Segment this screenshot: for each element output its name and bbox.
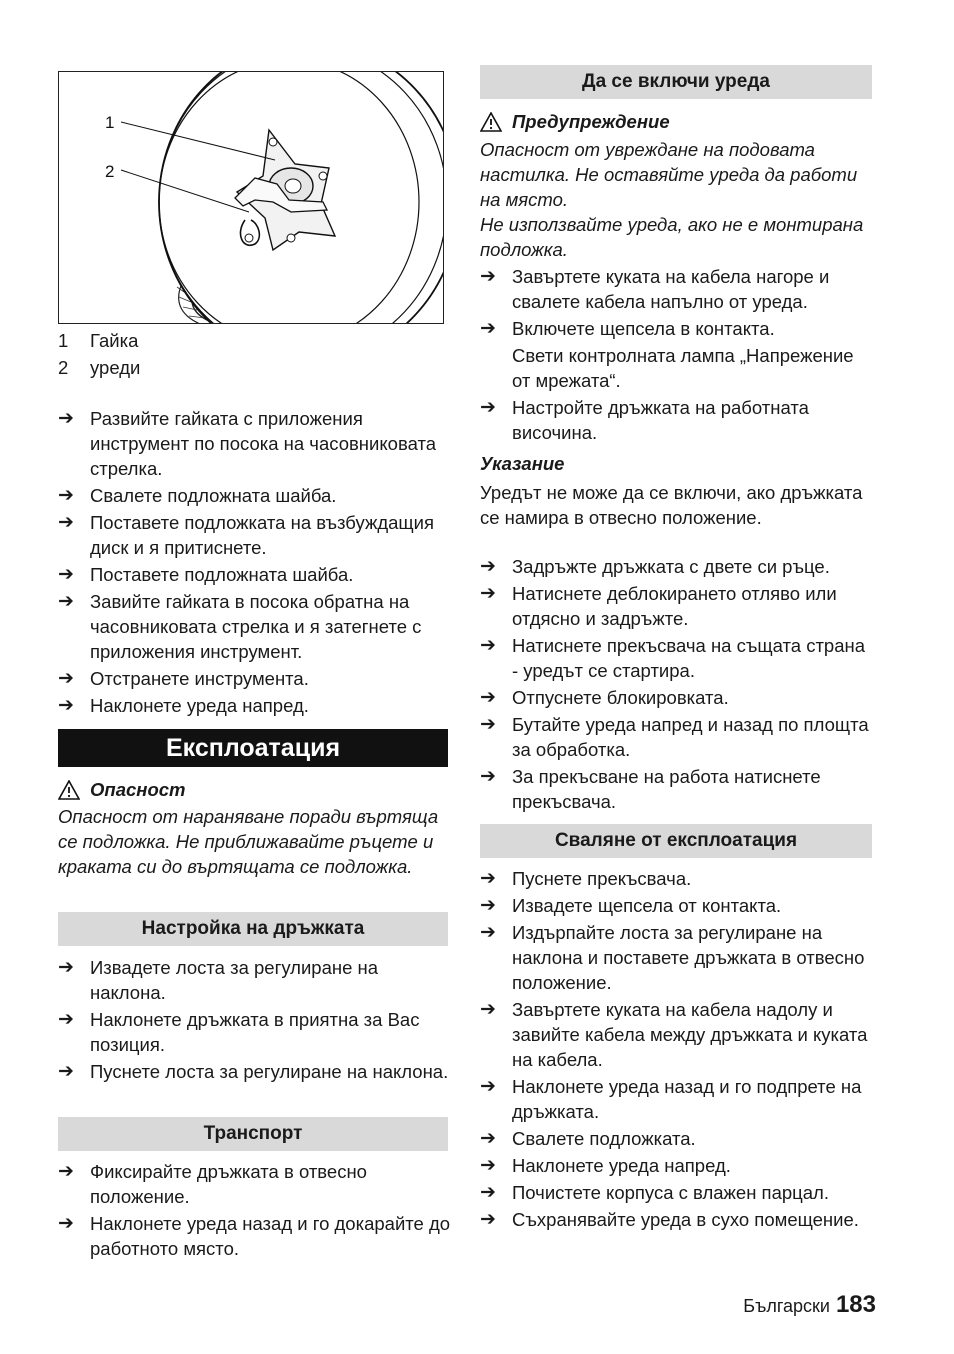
arrow-icon: ➔ bbox=[58, 1161, 74, 1182]
note-text: Уредът не може да се включи, ако дръжката се намира в отвесно положение. bbox=[480, 482, 863, 528]
list-item: ➔ Наклонете уреда назад и го подпрете на дръжката. bbox=[480, 1076, 862, 1122]
arrow-icon: ➔ bbox=[480, 868, 496, 889]
list-item: ➔ Наклонете уреда напред. bbox=[58, 695, 309, 716]
arrow-icon: ➔ bbox=[480, 766, 496, 787]
note-title: Указание bbox=[480, 453, 565, 474]
arrow-icon: ➔ bbox=[58, 668, 74, 689]
list-item bbox=[480, 343, 872, 393]
arrow-icon: ➔ bbox=[480, 1182, 496, 1203]
list-item: ➔ Свалете подложната шайба. bbox=[58, 485, 337, 506]
list-item: ➔ Фиксирайте дръжката в отвесно положение. bbox=[58, 1161, 367, 1207]
warning-triangle-icon bbox=[480, 112, 502, 132]
legend-label: уреди bbox=[90, 357, 141, 378]
legend-item bbox=[58, 354, 448, 381]
arrow-icon: ➔ bbox=[480, 266, 496, 287]
arrow-icon: ➔ bbox=[480, 318, 496, 339]
disc-drawing bbox=[59, 72, 444, 324]
list-item: ➔ Задръжте дръжката с двете си ръце. bbox=[480, 556, 830, 577]
section-heading-transport: Транспорт bbox=[58, 1117, 448, 1151]
legend-number: 1 bbox=[58, 330, 69, 351]
danger-title: Опасност bbox=[58, 777, 452, 802]
arrow-icon: ➔ bbox=[480, 1209, 496, 1230]
arrow-icon: ➔ bbox=[480, 922, 496, 943]
transport-steps bbox=[58, 1159, 452, 1263]
lamp-note: Свети контролната лампа „Напрежение от мрежата“. bbox=[512, 345, 854, 391]
list-item: ➔ Наклонете дръжката в приятна за Вас позиция. bbox=[58, 1009, 420, 1055]
list-item: ➔ Пуснете прекъсвача. bbox=[480, 868, 692, 889]
footer-language: Български bbox=[743, 1296, 830, 1316]
section-heading-operation: Експлоатация bbox=[58, 729, 448, 767]
warning-triangle-icon bbox=[58, 780, 80, 800]
list-item: ➔ Включете щепсела в контакта. bbox=[480, 318, 775, 339]
arrow-icon: ➔ bbox=[58, 564, 74, 585]
list-item: ➔ Завийте гайката в посока обратна на часовниковата стрелка и я затегнете с приложения инструмент. bbox=[58, 591, 422, 662]
arrow-icon: ➔ bbox=[58, 485, 74, 506]
list-item: ➔ Почистете корпуса с влажен парцал. bbox=[480, 1182, 829, 1203]
list-item: ➔ Издърпайте лоста за регулиране на наклона и поставете дръжката в отвесно положение. bbox=[480, 922, 865, 993]
arrow-icon: ➔ bbox=[58, 408, 74, 429]
arrow-icon: ➔ bbox=[58, 1009, 74, 1030]
warning-text: Опасност от увреждане на подовата настилка. Не оставяйте уреда да работи на място. bbox=[480, 139, 858, 210]
arrow-icon: ➔ bbox=[480, 583, 496, 604]
switch-on-steps bbox=[480, 264, 872, 447]
danger-text: Опасност от нараняване поради въртяща се подложка. Не приближавайте ръцете и краката си до въртящата се подложка. bbox=[58, 806, 439, 877]
section-heading-handle: Настройка на дръжката bbox=[58, 912, 448, 946]
warning-title: Предупреждение bbox=[480, 109, 872, 134]
list-item: ➔ Настройте дръжката на работната височина. bbox=[480, 397, 809, 443]
list-item: ➔ Бутайте уреда напред и назад по площта за обработка. bbox=[480, 714, 869, 760]
handle-steps bbox=[58, 955, 452, 1086]
legend-item bbox=[58, 327, 448, 354]
arrow-icon: ➔ bbox=[480, 1155, 496, 1176]
legend-label: Гайка bbox=[90, 330, 139, 351]
list-item: ➔ Поставете подложката на възбуждащия диск и я притиснете. bbox=[58, 512, 434, 558]
warning-text: Не използвайте уреда, ако не е монтирана подложка. bbox=[480, 214, 864, 260]
danger-notice bbox=[58, 777, 452, 879]
list-item: ➔ Отпуснете блокировката. bbox=[480, 687, 729, 708]
list-item: ➔ Наклонете уреда назад и го докарайте до работното място. bbox=[58, 1213, 451, 1259]
operation-steps bbox=[480, 554, 872, 816]
list-item: ➔ Поставете подложната шайба. bbox=[58, 564, 354, 585]
arrow-icon: ➔ bbox=[480, 999, 496, 1020]
list-item: ➔ Свалете подложката. bbox=[480, 1128, 696, 1149]
warning-notice bbox=[480, 109, 872, 262]
list-item: ➔ Наклонете уреда напред. bbox=[480, 1155, 731, 1176]
list-item: ➔ Съхранявайте уреда в сухо помещение. bbox=[480, 1209, 859, 1230]
arrow-icon: ➔ bbox=[480, 556, 496, 577]
figure-legend bbox=[58, 327, 448, 381]
shutdown-steps bbox=[480, 866, 872, 1234]
list-item: ➔ Развийте гайката с приложения инструмент по посока на часовниковата стрелка. bbox=[58, 408, 437, 479]
callout-1: 1 bbox=[105, 113, 115, 132]
pad-mount-steps bbox=[58, 406, 452, 720]
page-number: 183 bbox=[835, 1291, 876, 1318]
arrow-icon: ➔ bbox=[58, 512, 74, 533]
legend-number: 2 bbox=[58, 357, 69, 378]
note-block bbox=[480, 451, 872, 530]
arrow-icon: ➔ bbox=[480, 1076, 496, 1097]
section-heading-switch-on: Да се включи уреда bbox=[480, 65, 872, 99]
arrow-icon: ➔ bbox=[58, 695, 74, 716]
list-item: ➔ Натиснете деблокирането отляво или отдясно и задръжте. bbox=[480, 583, 837, 629]
disc-illustration bbox=[58, 71, 444, 324]
arrow-icon: ➔ bbox=[58, 591, 74, 612]
arrow-icon: ➔ bbox=[480, 1128, 496, 1149]
list-item: ➔ Завъртете куката на кабела надолу и завийте кабела между дръжката и куката на кабела. bbox=[480, 999, 868, 1070]
list-item: ➔ Извадете лоста за регулиране на наклона. bbox=[58, 957, 379, 1003]
list-item: ➔ Отстранете инструмента. bbox=[58, 668, 309, 689]
arrow-icon: ➔ bbox=[480, 687, 496, 708]
arrow-icon: ➔ bbox=[58, 1061, 74, 1082]
list-item: ➔ Извадете щепсела от контакта. bbox=[480, 895, 782, 916]
list-item: ➔ За прекъсване на работа натиснете прекъсвача. bbox=[480, 766, 821, 812]
page-footer bbox=[743, 1292, 876, 1319]
arrow-icon: ➔ bbox=[58, 957, 74, 978]
section-heading-shutdown: Сваляне от експлоатация bbox=[480, 824, 872, 858]
list-item: ➔ Натиснете прекъсвача на същата страна - уредът се стартира. bbox=[480, 635, 866, 681]
arrow-icon: ➔ bbox=[480, 635, 496, 656]
arrow-icon: ➔ bbox=[58, 1213, 74, 1234]
list-item: ➔ Пуснете лоста за регулиране на наклона. bbox=[58, 1061, 449, 1082]
arrow-icon: ➔ bbox=[480, 714, 496, 735]
list-item: ➔ Завъртете куката на кабела нагоре и свалете кабела напълно от уреда. bbox=[480, 266, 830, 312]
arrow-icon: ➔ bbox=[480, 397, 496, 418]
arrow-icon: ➔ bbox=[480, 895, 496, 916]
callout-2: 2 bbox=[105, 162, 115, 181]
